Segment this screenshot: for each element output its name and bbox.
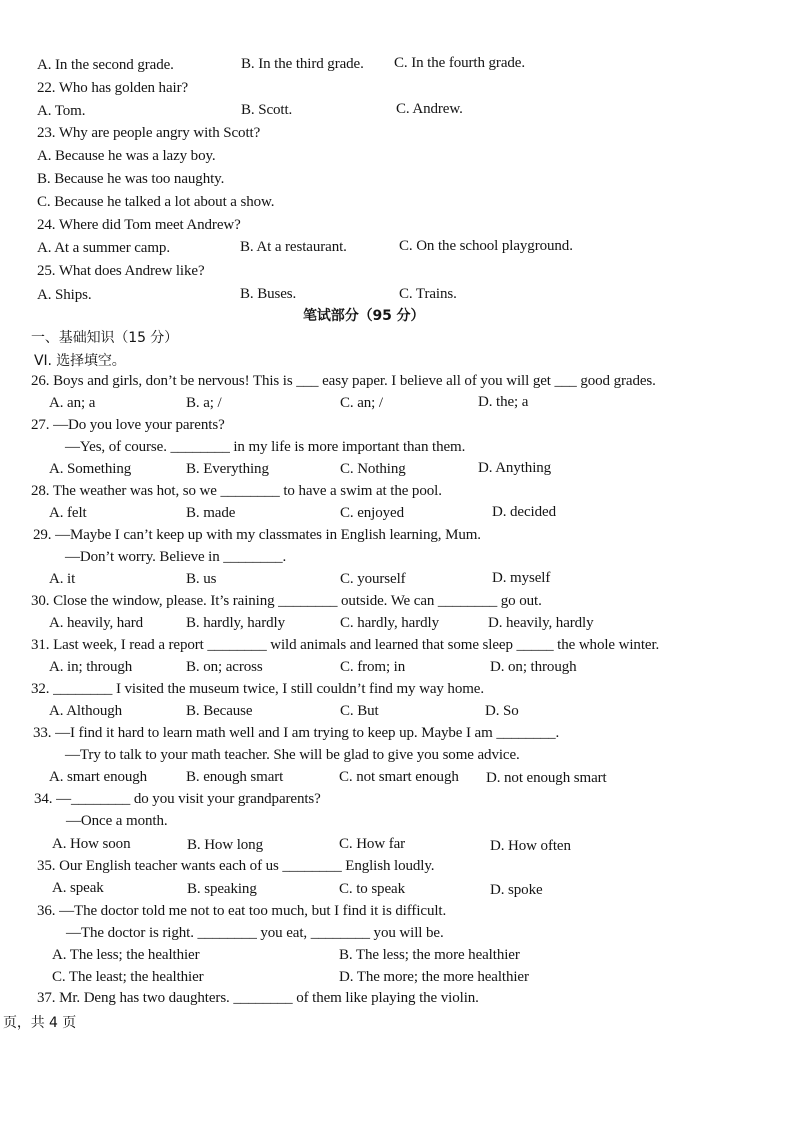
option-d: D. heavily, hardly: [488, 615, 594, 631]
option-d: D. spoke: [490, 882, 543, 898]
question-stem: 23. Why are people angry with Scott?: [37, 125, 261, 141]
question-stem: 25. What does Andrew like?: [37, 263, 205, 279]
option-b: B. speaking: [187, 881, 257, 897]
part-heading: 一、基础知识（15 分）: [31, 330, 179, 346]
option-a: A. The less; the healthier: [52, 947, 200, 963]
option-c: C. Andrew.: [396, 101, 463, 117]
question-stem: 36. —The doctor told me not to eat too much, but I find it is difficult.: [37, 903, 447, 919]
option-b: B. The less; the more healthier: [339, 947, 520, 963]
question-stem: 24. Where did Tom meet Andrew?: [37, 217, 241, 233]
option-d: D. not enough smart: [486, 770, 607, 786]
option-c: C. On the school playground.: [399, 238, 573, 254]
question-stem: 31. Last week, I read a report ________ wild animals and learned that some sleep _____ the whole winter.: [31, 637, 660, 653]
option-b: B. How long: [187, 837, 263, 853]
question-stem: 33. —I find it hard to learn math well and I am trying to keep up. Maybe I am ________.: [33, 725, 560, 741]
question-stem: 35. Our English teacher wants each of us ________ English loudly.: [37, 858, 435, 874]
question-stem: —The doctor is right. ________ you eat, ________ you will be.: [66, 925, 444, 941]
question-stem: 34. —________ do you visit your grandparents?: [34, 791, 321, 807]
option-b: B. on; across: [186, 659, 263, 675]
option-a: A. Something: [49, 461, 132, 477]
option-b: B. enough smart: [186, 769, 284, 785]
option-a: A. an; a: [49, 395, 96, 411]
option-c: C. Because he talked a lot about a show.: [37, 194, 275, 210]
option-c: C. In the fourth grade.: [394, 55, 525, 71]
option-d: D. decided: [492, 504, 556, 520]
question-stem: —Don’t worry. Believe in ________.: [65, 549, 287, 565]
option-d: D. the; a: [478, 394, 529, 410]
option-b: B. At a restaurant.: [240, 239, 347, 255]
option-a: A. How soon: [52, 836, 131, 852]
subpart-heading: VI. 选择填空。: [34, 353, 126, 369]
option-a: A. Ships.: [37, 287, 92, 303]
option-a: A. Tom.: [37, 103, 86, 119]
option-a: A. speak: [52, 880, 104, 896]
option-b: B. a; /: [186, 395, 222, 411]
question-stem: 27. —Do you love your parents?: [31, 417, 225, 433]
question-stem: 26. Boys and girls, don’t be nervous! This is ___ easy paper. I believe all of you will get ___ good grades.: [31, 373, 656, 389]
option-b: B. Everything: [186, 461, 269, 477]
option-c: C. The least; the healthier: [52, 969, 204, 985]
option-d: D. The more; the more healthier: [339, 969, 529, 985]
option-c: C. to speak: [339, 881, 405, 897]
question-stem: 28. The weather was hot, so we ________ to have a swim at the pool.: [31, 483, 442, 499]
option-b: B. us: [186, 571, 217, 587]
option-c: C. yourself: [340, 571, 406, 587]
question-stem: 29. —Maybe I can’t keep up with my classmates in English learning, Mum.: [33, 527, 481, 543]
option-b: B. In the third grade.: [241, 56, 364, 72]
option-a: A. In the second grade.: [37, 57, 174, 73]
option-c: C. How far: [339, 836, 406, 852]
question-stem: —Once a month.: [66, 813, 168, 829]
option-b: B. made: [186, 505, 236, 521]
option-d: D. on; through: [490, 659, 577, 675]
option-a: A. it: [49, 571, 76, 587]
question-stem: 22. Who has golden hair?: [37, 80, 189, 96]
option-b: B. hardly, hardly: [186, 615, 285, 631]
option-c: C. But: [340, 703, 379, 719]
question-stem: —Try to talk to your math teacher. She will be glad to give you some advice.: [65, 747, 520, 763]
option-a: A. heavily, hard: [49, 615, 144, 631]
question-stem: 37. Mr. Deng has two daughters. ________ of them like playing the violin.: [37, 990, 479, 1006]
option-b: B. Buses.: [240, 286, 297, 302]
option-c: C. an; /: [340, 395, 383, 411]
option-c: C. hardly, hardly: [340, 615, 439, 631]
option-d: D. How often: [490, 838, 571, 854]
section-title: 笔试部分（95 分）: [303, 308, 425, 324]
option-c: C. enjoyed: [340, 505, 404, 521]
page-footer: 页，共 4 页: [3, 1015, 77, 1031]
option-d: D. So: [485, 703, 519, 719]
option-a: A. At a summer camp.: [37, 240, 170, 256]
option-c: C. Nothing: [340, 461, 406, 477]
option-a: A. felt: [49, 505, 87, 521]
option-a: A. Because he was a lazy boy.: [37, 148, 216, 164]
option-b: B. Scott.: [241, 102, 293, 118]
option-a: A. in; through: [49, 659, 133, 675]
option-c: C. from; in: [340, 659, 406, 675]
option-a: A. smart enough: [49, 769, 148, 785]
option-c: C. not smart enough: [339, 769, 459, 785]
option-d: D. Anything: [478, 460, 552, 476]
option-c: C. Trains.: [399, 286, 457, 302]
question-stem: 32. ________ I visited the museum twice, I still couldn’t find my way home.: [31, 681, 484, 697]
option-a: A. Although: [49, 703, 123, 719]
option-b: B. Because he was too naughty.: [37, 171, 225, 187]
question-stem: 30. Close the window, please. It’s raining ________ outside. We can ________ go out.: [31, 593, 542, 609]
option-b: B. Because: [186, 703, 253, 719]
question-stem: —Yes, of course. ________ in my life is more important than them.: [65, 439, 466, 455]
option-d: D. myself: [492, 570, 551, 586]
